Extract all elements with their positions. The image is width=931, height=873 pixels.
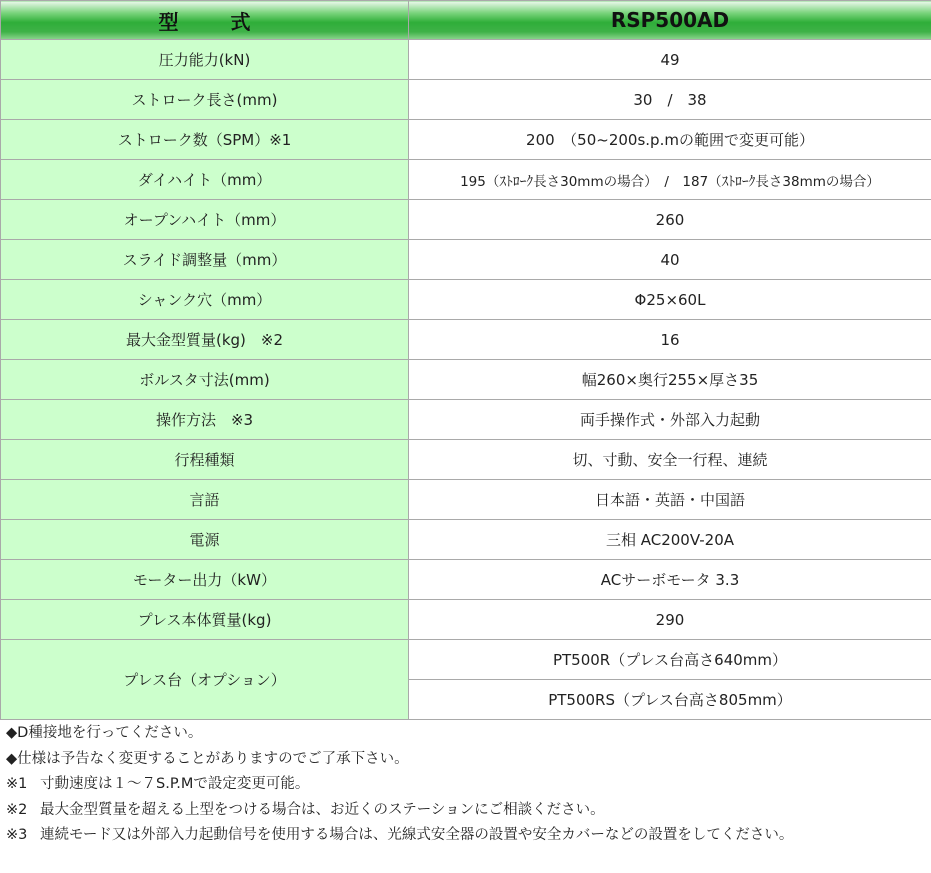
row-value-option-1: PT500R（プレス台高さ640mm） [409, 640, 931, 680]
table-row [1, 560, 931, 600]
note-item: ※2 最大金型質量を超える上型をつける場合は、お近くのステーションにご相談ください。 [6, 801, 605, 818]
table-row [1, 240, 931, 280]
row-value: 両手操作式・外部入力起動 [409, 400, 931, 440]
note-item: ◆D種接地を行ってください。 [6, 725, 203, 741]
table-header-row [1, 1, 931, 40]
row-value: ACサーボモータ 3.3 [409, 560, 931, 600]
table-row [1, 40, 931, 80]
table-row [1, 200, 931, 240]
row-label: シャンク穴（mm） [1, 280, 409, 320]
row-label: 圧力能力(kN) [1, 40, 409, 80]
row-label: ボルスタ寸法(mm) [1, 360, 409, 400]
note-item: ◆仕様は予告なく変更することがありますのでご了承下さい。 [6, 750, 409, 767]
row-label: 電源 [1, 520, 409, 560]
note-item: ※3 連続モード又は外部入力起動信号を使用する場合は、光線式安全器の設置や安全カバーなどの設置をしてください。 [6, 827, 794, 844]
note-item: ※1 寸動速度は１～７S.P.Mで設定変更可能。 [6, 776, 310, 793]
row-label: モーター出力（kW） [1, 560, 409, 600]
row-label: 操作方法 ※3 [1, 400, 409, 440]
header-model-label: 型式 [1, 1, 409, 40]
row-label: 最大金型質量(kg) ※2 [1, 320, 409, 360]
row-value: 30 / 38 [409, 80, 931, 120]
table-row [1, 120, 931, 160]
table-row [1, 160, 931, 200]
row-label: プレス本体質量(kg) [1, 600, 409, 640]
row-value-option-2: PT500RS（プレス台高さ805mm） [409, 680, 931, 720]
table-row [1, 400, 931, 440]
table-row [1, 480, 931, 520]
row-value: 16 [409, 320, 931, 360]
table-row [1, 80, 931, 120]
row-label: スライド調整量（mm） [1, 240, 409, 280]
row-label: ストローク数（SPM）※1 [1, 120, 409, 160]
row-label-option: プレス台（オプション） [1, 640, 409, 720]
row-value: 260 [409, 200, 931, 240]
row-value: Φ25×60L [409, 280, 931, 320]
table-row [1, 360, 931, 400]
table-row [1, 600, 931, 640]
row-value: 40 [409, 240, 931, 280]
table-row [1, 320, 931, 360]
notes [6, 721, 793, 849]
table-row [1, 520, 931, 560]
row-value: 三相 AC200V-20A [409, 520, 931, 560]
row-value: 195（ｽﾄﾛｰｸ長さ30mmの場合） / 187（ｽﾄﾛｰｸ長さ38mmの場合） [409, 160, 931, 200]
row-value: 日本語・英語・中国語 [409, 480, 931, 520]
row-label: 行程種類 [1, 440, 409, 480]
row-label: 言語 [1, 480, 409, 520]
row-value: 幅260×奥行255×厚さ35 [409, 360, 931, 400]
header-model-value: RSP500AD [409, 1, 931, 40]
table-row [1, 640, 931, 680]
table-row [1, 280, 931, 320]
table-row [1, 440, 931, 480]
row-value: 290 [409, 600, 931, 640]
row-label: ダイハイト（mm） [1, 160, 409, 200]
row-value: 49 [409, 40, 931, 80]
row-label: ストローク長さ(mm) [1, 80, 409, 120]
row-value: 200 （50~200s.p.mの範囲で変更可能） [409, 120, 931, 160]
row-value: 切、寸動、安全一行程、連続 [409, 440, 931, 480]
spec-rows [1, 40, 931, 640]
row-label: オープンハイト（mm） [1, 200, 409, 240]
